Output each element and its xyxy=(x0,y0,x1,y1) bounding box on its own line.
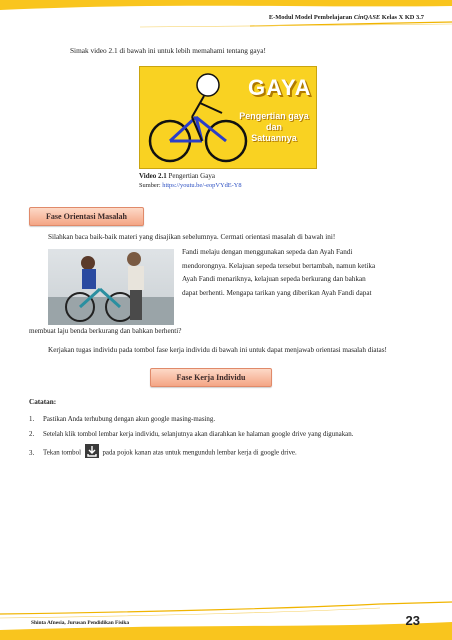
download-icon xyxy=(85,444,99,458)
video-source-link[interactable]: https://youtu.be/-eopVYdE-Y8 xyxy=(162,182,242,189)
fase-kerja-individu-button[interactable]: Fase Kerja Individu xyxy=(150,368,272,387)
header-title: E-Modul Model Pembelajaran CinQASE Kelas X KD 3.7 xyxy=(268,14,424,21)
note-item: 1. Pastikan Anda terhubung dengan akun google masing-masing. xyxy=(29,416,216,423)
instruction-text: Silahkan baca baik-baik materi yang disajikan sebelumnya. Cermati orientasi masalah di bawah ini! xyxy=(48,233,336,241)
fase-orientasi-masalah-label: Fase Orientasi Masalah xyxy=(29,207,144,226)
task-instruction: Kerjakan tugas individu pada tombol fase kerja individu di bawah ini untuk dapat menjawab orientasi masalah diatas! xyxy=(48,346,387,354)
footer-author: Shinta Afnesia, Jurusan Pendidikan Fisika xyxy=(31,620,130,626)
bicycle-photo xyxy=(48,249,174,325)
note-item: 2. Setelah klik tombol lembar kerja individu, selanjutnya akan diarahkan ke halaman google drive yang digunakan. xyxy=(29,431,354,438)
note-item: 3. Tekan tombol pada pojok kanan atas untuk mengunduh lembar kerja di google drive. xyxy=(29,446,297,460)
notes-heading: Catatan: xyxy=(29,398,57,406)
video-source: Sumber: https://youtu.be/-eopVYdE-Y8 xyxy=(139,182,242,189)
page-number: 23 xyxy=(405,613,420,628)
footer-decoration xyxy=(0,590,452,640)
orientation-story: Fandi melaju dengan menggunakan sepeda dan Ayah Fandi mendorongnya. Kelajuan sepeda tersebut bertambah, namun ketika Ayah Fandi menariknya, kelajuan sepeda berkurang dan bahkan dapat berhenti. Mengapa tarikan yang diberikan Ayah Fandi dapat xyxy=(182,248,376,297)
orientation-story-continued: membuat laju benda berkurang dan bahkan berhenti? xyxy=(29,327,182,335)
video-thumbnail[interactable] xyxy=(139,66,317,169)
video-thumb-subtitle: Pengertian gaya dan Satuannya xyxy=(239,111,309,143)
video-thumb-title: GAYA xyxy=(248,75,312,100)
video-caption: Video 2.1 Pengertian Gaya xyxy=(139,172,215,180)
intro-text: Simak video 2.1 di bawah ini untuk lebih memahami tentang gaya! xyxy=(70,46,266,55)
